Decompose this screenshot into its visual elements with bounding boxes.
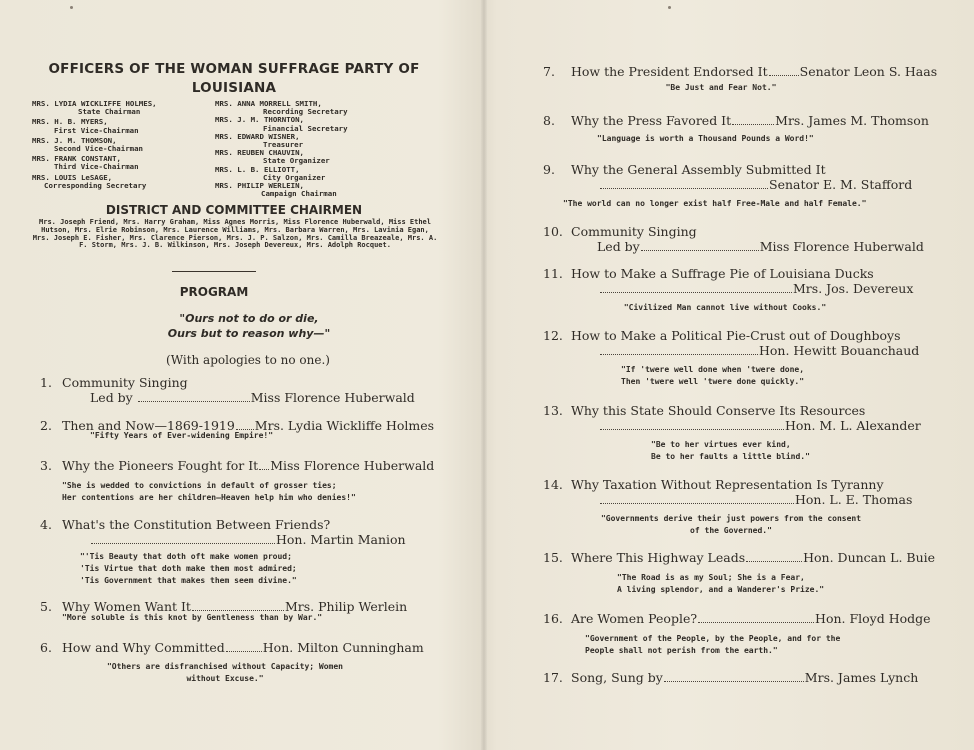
item-number: 7. (543, 64, 555, 79)
item-title: How to Make a Suffrage Pie of Louisiana Ducks (571, 266, 874, 281)
apology-note: (With apologies to no one.) (166, 353, 330, 367)
item-title: How to Make a Political Pie-Crust out of Doughboys (571, 328, 901, 343)
item-speaker: Mrs. Lydia Wickliffe Holmes (254, 418, 435, 433)
officer-role: First Vice-Chairman (54, 125, 139, 135)
item-number: 3. (40, 458, 52, 473)
leader-dots (600, 420, 784, 430)
leader-dots (600, 283, 792, 293)
quote-line: Then 'twere well 'twere done quickly." (621, 377, 805, 386)
item-speaker-line (90, 532, 406, 547)
item-title: Song, Sung by (571, 670, 663, 685)
quote-line: 'Tis Government that makes them seem divine." (80, 576, 297, 585)
item-speaker: Hon. L. E. Thomas (795, 492, 913, 507)
paper-speck (70, 6, 73, 9)
district-heading: DISTRICT AND COMMITTEE CHAIRMEN (105, 203, 363, 217)
item-speaker: Mrs. Jos. Devereux (793, 281, 914, 296)
item-title: Why Taxation Without Representation Is Tyranny (571, 477, 884, 492)
item-speaker: Miss Florence Huberwald (759, 239, 924, 254)
officer-name: MRS. LOUIS LeSAGE, (32, 172, 113, 182)
quote-line: without Excuse." (186, 674, 264, 683)
item-title-line (571, 550, 935, 565)
officer-role: City Organizer (263, 172, 326, 182)
item-title-line (571, 113, 929, 128)
quote-line: Be to her faults a little blind." (651, 452, 810, 461)
item-quote (621, 364, 804, 388)
item-number: 10. (543, 224, 563, 239)
officer-name: MRS. H. B. MYERS, (32, 117, 108, 127)
program-item (543, 266, 913, 316)
item-number: 4. (40, 517, 52, 532)
quote-line: "Language is worth a Thousand Pounds a Word!" (597, 134, 814, 143)
item-quote (617, 572, 824, 596)
item-quote (80, 551, 297, 587)
motto-line-1: "Ours not to do or die, (179, 312, 319, 325)
officer-name: MRS. ANNA MORRELL SMITH, (215, 99, 322, 108)
item-title: Then and Now—1869-1919 (62, 418, 235, 433)
item-number: 11. (543, 266, 563, 281)
program-item (543, 162, 913, 214)
item-speaker: Mrs. James Lynch (804, 670, 919, 685)
item-number: 17. (543, 670, 563, 685)
program-item (40, 517, 406, 587)
officer-role: Campaign Chairman (261, 189, 337, 199)
quote-line: "'Tis Beauty that doth oft make women proud; (80, 552, 292, 561)
led-by-label: Led by (90, 390, 133, 405)
leader-dots (91, 534, 275, 544)
leader-dots (600, 179, 768, 189)
officer-entry (32, 100, 212, 116)
item-speaker-line (599, 492, 913, 507)
item-title: How and Why Committed (62, 640, 225, 655)
item-quote (62, 480, 356, 504)
quote-line: "Be to her virtues ever kind, (651, 440, 791, 449)
item-title: Community Singing (571, 224, 697, 239)
item-speaker: Mrs. James M. Thomson (775, 113, 929, 128)
quote-line: of the Governed." (690, 526, 772, 535)
officer-entry (32, 137, 212, 153)
item-speaker-line (599, 418, 921, 433)
officers-column-2 (215, 100, 395, 198)
leader-dots (226, 642, 262, 652)
officer-entry (215, 182, 395, 198)
quote-line: "Governments derive their just powers from the consent (600, 514, 862, 523)
officers-heading: OFFICERS OF THE WOMAN SUFFRAGE PARTY OF LOUISIANA (48, 61, 420, 96)
officer-entry (215, 166, 395, 182)
item-speaker-line (90, 390, 415, 405)
item-quote (90, 430, 273, 442)
officer-name: MRS. FRANK CONSTANT, (32, 154, 121, 164)
officer-entry (32, 174, 212, 190)
divider (172, 271, 256, 272)
item-quote (585, 633, 840, 657)
officer-entry (215, 133, 395, 149)
leader-dots (641, 241, 759, 251)
item-number: 1. (40, 375, 52, 390)
item-title: Why the Pioneers Fought for It (62, 458, 259, 473)
motto-line-2: Ours but to reason why—" (167, 327, 331, 340)
item-speaker-line (599, 343, 920, 358)
motto (32, 311, 466, 341)
item-title-line (571, 670, 918, 685)
officer-name: MRS. L. B. ELLIOTT, (215, 164, 300, 174)
program-item (40, 458, 435, 506)
item-title-line (571, 64, 937, 79)
item-speaker-line (599, 177, 913, 192)
item-number: 5. (40, 599, 52, 614)
item-speaker: Hon. Milton Cunningham (262, 640, 424, 655)
program-item (543, 477, 913, 539)
quote-line: "Others are disfranchised without Capacity; Women (106, 662, 343, 671)
item-quote (597, 133, 814, 145)
officer-name: MRS. REUBEN CHAUVIN, (215, 148, 304, 158)
officer-name: MRS. EDWARD WISNER, (215, 131, 300, 141)
item-quote (62, 661, 388, 685)
item-quote (571, 513, 891, 537)
paper-speck (668, 6, 671, 9)
quote-line: "The Road is as my Soul; She is a Fear, (617, 573, 805, 582)
officer-entry (32, 118, 212, 134)
leader-dots (259, 460, 269, 470)
quote-line: A living splendor, and a Wanderer's Prize." (617, 585, 825, 594)
quote-line: "She is wedded to convictions in default of grosser ties; (62, 481, 337, 490)
officers-column-1 (32, 100, 212, 192)
program-item (40, 418, 435, 448)
officer-name: MRS. PHILIP WERLEIN, (215, 181, 304, 191)
item-speaker: Hon. M. L. Alexander (785, 418, 921, 433)
item-speaker: Miss Florence Huberwald (250, 390, 415, 405)
item-number: 14. (543, 477, 563, 492)
officer-role: Treasurer (263, 140, 304, 150)
item-speaker-line (597, 239, 924, 254)
leader-dots (664, 672, 804, 682)
officer-role: Financial Secretary (263, 123, 348, 133)
item-quote (571, 302, 879, 314)
leader-dots (698, 613, 814, 623)
officer-name: MRS. J. M. THORNTON, (215, 115, 304, 125)
district-chairmen-text: Mrs. Joseph Friend, Mrs. Harry Graham, Miss Agnes Morris, Miss Florence Huberwald, Miss Ethel Hutson, Mrs. Elrie Robinson, Mrs. Laurence Williams, Mrs. Barbara Warren, Mrs. Lavinia Egan, Mrs. Joseph E. Fisher, Mrs. Clarence Pierson, Mrs. J. P. Salzon, Mrs. Camilla Breazeale, Mrs. A. F. Storm, Mrs. J. B. Wilkinson, Mrs. Joseph Devereux, Mrs. Adolph Rocquet. (32, 218, 438, 250)
item-number: 2. (40, 418, 52, 433)
leader-dots (732, 115, 774, 125)
item-quote (571, 82, 871, 94)
item-title: How the President Endorsed It (571, 64, 768, 79)
item-title: Why the General Assembly Submitted It (571, 162, 826, 177)
item-title-line (571, 611, 931, 626)
officer-role: Second Vice-Chairman (54, 144, 143, 154)
quote-line: "Government of the People, by the People, and for the (585, 634, 841, 643)
item-title-line (62, 458, 434, 473)
quote-line: "Be Just and Fear Not." (665, 83, 777, 92)
program-item (543, 403, 921, 465)
officer-role: Third Vice-Chairman (54, 162, 139, 172)
program-item (543, 550, 936, 596)
item-speaker: Senator Leon S. Haas (799, 64, 938, 79)
quote-line: "Civilized Man cannot live without Cooks." (623, 303, 827, 312)
item-title: What's the Constitution Between Friends? (62, 517, 331, 532)
quote-line: "More soluble is this knot by Gentleness than by War." (62, 613, 323, 622)
program-item (40, 599, 420, 629)
item-title: Where This Highway Leads (571, 550, 746, 565)
item-title: Are Women People? (571, 611, 698, 626)
item-speaker: Miss Florence Huberwald (270, 458, 435, 473)
item-speaker: Hon. Floyd Hodge (815, 611, 931, 626)
item-speaker: Hon. Duncan L. Buie (803, 550, 936, 565)
officer-role: Corresponding Secretary (44, 180, 147, 190)
officer-entry (215, 100, 395, 116)
item-speaker: Senator E. M. Stafford (769, 177, 913, 192)
leader-dots (746, 552, 802, 562)
program-item (543, 64, 938, 98)
quote-line: People shall not perish from the earth." (585, 646, 778, 655)
item-title: Why this State Should Conserve Its Resources (571, 403, 866, 418)
item-speaker: Hon. Martin Manion (276, 532, 406, 547)
program-item (40, 375, 415, 411)
program-item (543, 328, 920, 390)
leader-dots (769, 66, 799, 76)
officer-role: State Organizer (263, 156, 330, 166)
quote-line: "If 'twere well done when 'twere done, (621, 365, 805, 374)
leader-dots (138, 392, 250, 402)
item-number: 15. (543, 550, 563, 565)
item-number: 8. (543, 113, 555, 128)
item-number: 13. (543, 403, 563, 418)
item-speaker: Mrs. Philip Werlein (284, 599, 408, 614)
leader-dots (236, 420, 254, 430)
item-title: Why Women Want It (62, 599, 191, 614)
officer-entry (215, 116, 395, 132)
quote-line: 'Tis Virtue that doth make them most admired; (80, 564, 297, 573)
quote-line: Her contentions are her children—Heaven help him who denies!" (62, 493, 356, 502)
program-item (543, 113, 929, 147)
officer-name: MRS. J. M. THOMSON, (32, 135, 117, 145)
leader-dots (600, 345, 758, 355)
item-number: 16. (543, 611, 563, 626)
item-title: Why the Press Favored It (571, 113, 732, 128)
officer-role: State Chairman (78, 107, 141, 117)
led-by-label: Led by (597, 239, 640, 254)
program-item (543, 224, 924, 258)
program-item (543, 670, 919, 688)
item-speaker-line (599, 281, 914, 296)
item-title-line (62, 640, 424, 655)
program-item (40, 640, 424, 686)
item-speaker: Hon. Hewitt Bouanchaud (759, 343, 920, 358)
item-quote (563, 198, 866, 210)
program-heading: PROGRAM (179, 285, 249, 299)
quote-line: "The world can no longer exist half Free-Male and half Female." (563, 199, 867, 208)
program-item (543, 611, 931, 657)
officer-entry (215, 149, 395, 165)
officer-name: MRS. LYDIA WICKLIFFE HOLMES, (32, 99, 157, 108)
item-title: Community Singing (62, 375, 188, 390)
center-fold (481, 0, 487, 750)
leader-dots (600, 494, 794, 504)
item-quote (651, 439, 810, 463)
item-number: 12. (543, 328, 563, 343)
quote-line: "Fifty Years of Ever-widening Empire!" (90, 431, 274, 440)
officer-role: Recording Secretary (263, 107, 348, 117)
item-number: 6. (40, 640, 52, 655)
leader-dots (192, 601, 284, 611)
officer-entry (32, 155, 212, 171)
item-number: 9. (543, 162, 555, 177)
item-quote (62, 612, 322, 624)
